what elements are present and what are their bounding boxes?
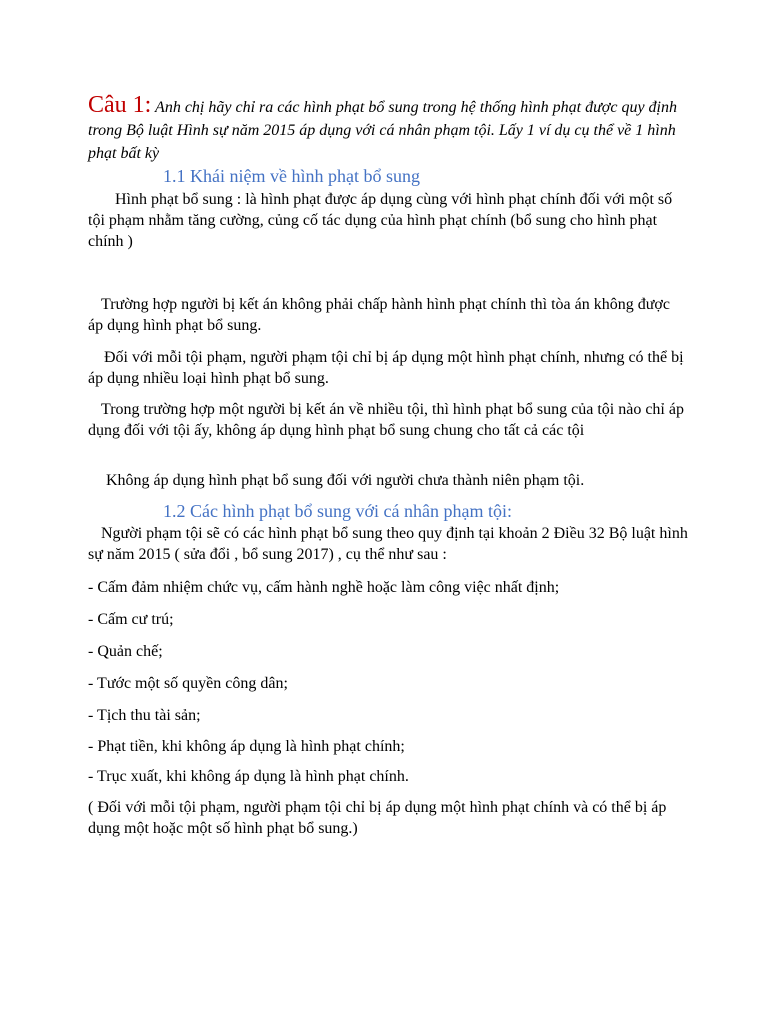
- section-2-note: ( Đối với mỗi tội phạm, người phạm tội chỉ bị áp dụng một hình phạt chính và có thể bị áp dụng một hoặc một số hình phạt bổ sung.): [88, 799, 667, 837]
- question: [88, 94, 688, 165]
- section-2-heading: 1.2 Các hình phạt bổ sung với cá nhân phạm tội:: [163, 501, 512, 521]
- paragraph-2: Đối với mỗi tội phạm, người phạm tội chỉ bị áp dụng một hình phạt chính, nhưng có thể bị áp dụng nhiều loại hình phạt bổ sung.: [88, 349, 684, 387]
- section-1-heading: 1.1 Khái niệm về hình phạt bổ sung: [163, 166, 420, 186]
- paragraph-1: Trường hợp người bị kết án không phải chấp hành hình phạt chính thì tòa án không được áp dụng hình phạt bổ sung.: [88, 296, 670, 334]
- paragraph-3: Trong trường hợp một người bị kết án về nhiều tội, thì hình phạt bổ sung của tội nào chỉ áp dụng đối với tội ấy, không áp dụng hình phạt bổ sung chung cho tất cả các tội: [88, 401, 684, 439]
- list-item: - Tước một số quyền công dân;: [88, 675, 288, 692]
- list-item: - Trục xuất, khi không áp dụng là hình phạt chính.: [88, 768, 409, 785]
- list-item: - Quản chế;: [88, 643, 163, 660]
- section-2-intro: Người phạm tội sẽ có các hình phạt bổ sung theo quy định tại khoản 2 Điều 32 Bộ luật hình sự năm 2015 ( sửa đổi , bổ sung 2017) , cụ thể như sau :: [88, 525, 688, 563]
- list-item: - Tịch thu tài sản;: [88, 707, 201, 724]
- list-item: - Phạt tiền, khi không áp dụng là hình phạt chính;: [88, 738, 405, 755]
- list-item: - Cấm đảm nhiệm chức vụ, cấm hành nghề hoặc làm công việc nhất định;: [88, 579, 560, 596]
- question-label: Câu 1:: [88, 92, 152, 118]
- list-item: - Cấm cư trú;: [88, 611, 174, 628]
- definition-paragraph: Hình phạt bổ sung : là hình phạt được áp dụng cùng với hình phạt chính đối với một số tội phạm nhằm tăng cường, củng cố tác dụng của hình phạt chính (bổ sung cho hình phạt chính ): [88, 191, 673, 250]
- question-text: Anh chị hãy chỉ ra các hình phạt bổ sung trong hệ thống hình phạt được quy định trong Bộ luật Hình sự năm 2015 áp dụng với cá nhân phạm tội. Lấy 1 ví dụ cụ thể về 1 hình phạt bất kỳ: [88, 99, 677, 162]
- paragraph-4: Không áp dụng hình phạt bổ sung đối với người chưa thành niên phạm tội.: [106, 472, 585, 489]
